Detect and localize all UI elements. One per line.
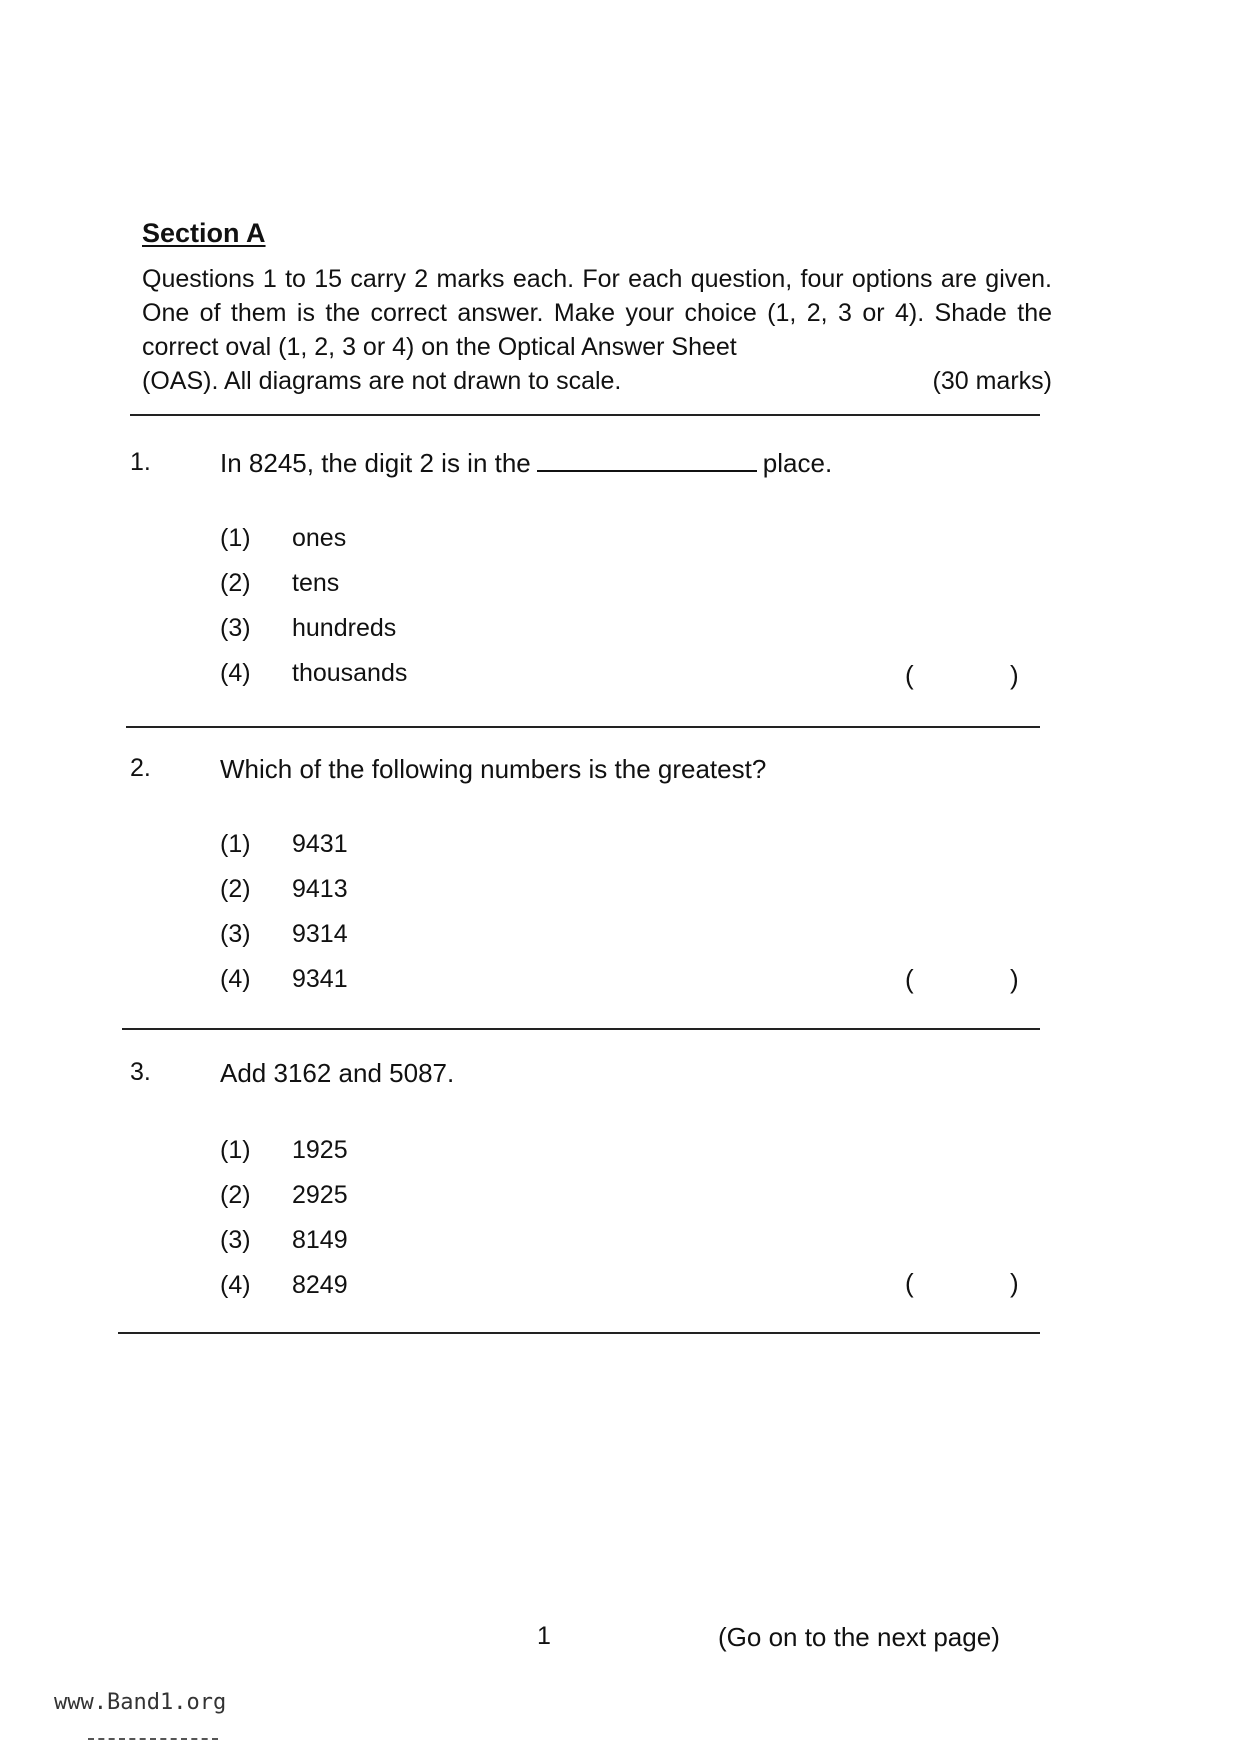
option-4	[220, 651, 407, 696]
answer-bracket-open: (	[905, 1268, 914, 1298]
option-number: (4)	[220, 1271, 251, 1299]
option-text: 8249	[292, 1271, 348, 1299]
option-number: (1)	[220, 524, 251, 552]
option-1	[220, 516, 407, 561]
page-number: 1	[537, 1622, 551, 1650]
option-3	[220, 912, 348, 957]
option-text: ones	[292, 524, 347, 552]
question-text-before: In 8245, the digit 2 is in the	[220, 448, 531, 478]
watermark-rule	[88, 1738, 218, 1740]
instructions-last: (OAS). All diagrams are not drawn to scale.	[142, 367, 622, 395]
question-text	[220, 448, 832, 479]
option-number: (3)	[220, 614, 251, 642]
options-list	[220, 822, 348, 1002]
watermark-url: www.Band1.org	[54, 1690, 227, 1715]
option-text: 9431	[292, 830, 348, 858]
question-number: 2.	[130, 754, 151, 782]
question-text-after: place.	[762, 448, 833, 478]
answer-bracket-open: (	[905, 964, 914, 994]
section-title: Section A	[142, 218, 266, 248]
option-text: 9314	[292, 920, 348, 948]
options-list	[220, 516, 407, 696]
option-2	[220, 867, 348, 912]
option-number: (2)	[220, 1181, 251, 1209]
option-number: (4)	[220, 965, 251, 993]
option-2	[220, 561, 407, 606]
option-number: (3)	[220, 920, 251, 948]
option-text: tens	[292, 569, 340, 597]
answer-bracket-open: (	[905, 660, 914, 690]
question-number: 1.	[130, 448, 151, 476]
divider	[126, 726, 1040, 728]
option-text: hundreds	[292, 614, 397, 642]
option-text: 9341	[292, 965, 348, 993]
options-list	[220, 1128, 348, 1308]
option-1	[220, 822, 348, 867]
divider	[122, 1028, 1040, 1030]
answer-bracket-close: )	[1010, 1268, 1019, 1298]
option-4	[220, 957, 348, 1002]
option-3	[220, 606, 407, 651]
instructions-main: Questions 1 to 15 carry 2 marks each. For each question, four options are given. One of them is the correct answer. Make your choice (1, 2, 3 or 4). Shade the correct oval (1, 2, 3 or 4) on the Optical Answer Sheet	[142, 265, 1052, 361]
next-page-note: (Go on to the next page)	[718, 1622, 1000, 1652]
option-text: 8149	[292, 1226, 348, 1254]
option-2	[220, 1173, 348, 1218]
option-text: thousands	[292, 659, 408, 687]
option-number: (1)	[220, 1136, 251, 1164]
option-number: (3)	[220, 1226, 251, 1254]
option-number: (2)	[220, 569, 251, 597]
option-text: 9413	[292, 875, 348, 903]
divider	[130, 414, 1040, 416]
section-marks: (30 marks)	[932, 367, 1052, 395]
instructions-last-line	[142, 364, 1052, 398]
option-number: (4)	[220, 659, 251, 687]
option-number: (1)	[220, 830, 251, 858]
question-text: Which of the following numbers is the greatest?	[220, 754, 767, 784]
option-number: (2)	[220, 875, 251, 903]
question-text: Add 3162 and 5087.	[220, 1058, 455, 1088]
answer-bracket-close: )	[1010, 964, 1019, 994]
option-4	[220, 1263, 348, 1308]
question-number: 3.	[130, 1058, 151, 1086]
option-text: 1925	[292, 1136, 348, 1164]
divider	[118, 1332, 1040, 1334]
option-text: 2925	[292, 1181, 348, 1209]
instructions	[142, 262, 1052, 398]
option-1	[220, 1128, 348, 1173]
answer-bracket-close: )	[1010, 660, 1019, 690]
answer-blank	[537, 448, 757, 472]
option-3	[220, 1218, 348, 1263]
